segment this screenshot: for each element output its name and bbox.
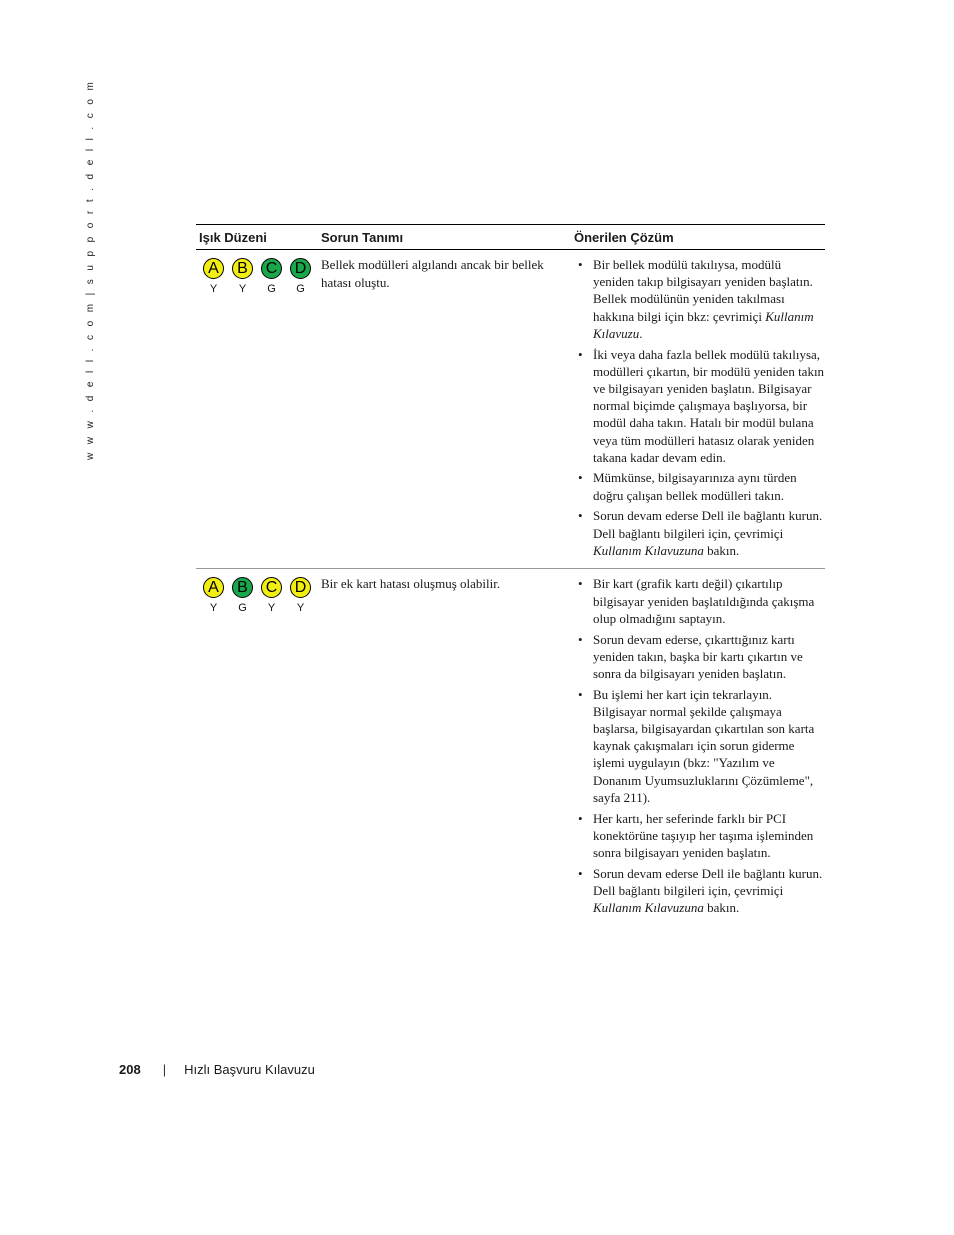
light-circle-icon: C	[261, 577, 282, 598]
light-color-code: Y	[238, 283, 247, 295]
solution-text-tail: .	[639, 325, 643, 341]
bullet-icon: •	[578, 631, 583, 647]
list-item	[574, 507, 825, 559]
light-color-code: Y	[267, 602, 276, 615]
diagnostic-light-c	[260, 577, 283, 614]
table-row	[196, 250, 825, 569]
bullet-icon: •	[578, 576, 583, 592]
light-color-code: Y	[209, 602, 218, 615]
table-row	[196, 569, 825, 925]
light-color-code: G	[267, 283, 276, 295]
light-circle-icon: C	[261, 258, 282, 279]
solution-text: Sorun devam ederse Dell ile bağlantı kurun. Dell bağlantı bilgileri için, çevrimiçi	[593, 865, 823, 898]
list-item	[574, 631, 825, 683]
solution-text: İki veya daha fazla bellek modülü takılıysa, modülleri çıkartın, bir modülü yeniden takın ve bilgisayarı yeniden başlatın. Bilgisayar normal biçimde çalışmaya başlıyorsa, bir modül daha takın. Hatalı bir modül bulana veya tüm modülleri hatasız olarak yeniden takana kadar devam edin.	[593, 346, 825, 465]
list-item	[574, 346, 825, 466]
bullet-icon: •	[578, 346, 583, 362]
header-light-pattern: Işık Düzeni	[199, 229, 267, 245]
problem-description: Bir ek kart hatası oluşmuş olabilir.	[321, 576, 501, 592]
solution-cell	[571, 575, 825, 925]
light-circle-icon: D	[290, 258, 311, 279]
diagnostic-light-c	[260, 258, 283, 295]
diagnostic-light-b	[231, 258, 254, 295]
solution-text-tail: bakın.	[703, 542, 740, 558]
diagnostic-light-d	[289, 258, 312, 295]
list-item	[574, 256, 825, 342]
light-circle-icon: B	[232, 258, 253, 279]
page-number: 208	[119, 1062, 141, 1077]
page-footer	[119, 1062, 315, 1077]
problem-description: Bellek modülleri algılandı ancak bir bellek hatası oluştu.	[321, 257, 544, 290]
list-item	[574, 865, 825, 917]
solution-text: Sorun devam ederse Dell ile bağlantı kurun. Dell bağlantı bilgileri için, çevrimiçi	[593, 508, 823, 541]
solution-text: Sorun devam ederse, çıkarttığınız kartı yeniden takın, başka bir kartı çıkartın ve sonra da bilgisayarı yeniden başlatın.	[593, 631, 803, 681]
light-pattern-cell	[196, 575, 318, 925]
manual-reference: Kullanım Kılavuzuna	[593, 900, 704, 916]
diagnostic-lights	[199, 577, 318, 614]
bullet-icon: •	[578, 865, 583, 881]
list-item	[574, 469, 825, 503]
bullet-icon: •	[578, 257, 583, 272]
light-circle-icon: B	[232, 577, 253, 598]
light-circle-icon: A	[203, 577, 224, 598]
light-circle-icon: A	[203, 258, 224, 279]
solution-text: Bu işlemi her kart için tekrarlayın. Bilgisayar normal şekilde çalışmaya başlarsa, bilgisayardan çıkartılan son karta kaynak çakışmaları için sorun giderme işlemi uygulayın (bkz: "Yazılım ve Donanım Uyumsuzluklarını Çözümleme", sayfa 211).	[593, 686, 815, 805]
solution-cell	[571, 256, 825, 568]
light-circle-icon: D	[290, 577, 311, 598]
diagnostic-light-a	[202, 577, 225, 614]
solution-text: Bir kart (grafik kartı değil) çıkartılıp bilgisayar yeniden başlatıldığında çakışma olup olmadığını saptayın.	[593, 576, 815, 626]
light-color-code: Y	[296, 602, 305, 615]
side-url: w w w . d e l l . c o m | s u p p o r t . d e l l . c o m	[85, 79, 96, 460]
bullet-icon: •	[578, 810, 583, 826]
header-solution: Önerilen Çözüm	[574, 229, 674, 245]
bullet-icon: •	[578, 470, 583, 486]
light-color-code: G	[296, 283, 305, 295]
diagnostic-lights-table	[196, 224, 825, 926]
light-color-code: Y	[209, 283, 218, 295]
list-item	[574, 575, 825, 627]
footer-separator: |	[162, 1062, 167, 1077]
solution-text: Bir bellek modülü takılıysa, modülü yeniden takıp bilgisayarı yeniden başlatın. Bellek modülünün yeniden takılması hakkına bilgi için bkz: çevrimiçi	[593, 257, 813, 324]
list-item	[574, 686, 825, 806]
solution-list	[574, 575, 825, 925]
solution-text: Mümkünse, bilgisayarınıza aynı türden doğru çalışan bellek modülleri takın.	[593, 470, 797, 503]
list-item	[574, 810, 825, 862]
solution-text: Her kartı, her seferinde farklı bir PCI konektörüne taşıyıp her taşıma işleminden sonra bilgisayarı yeniden başlatın.	[593, 810, 814, 860]
diagnostic-light-b	[231, 577, 254, 614]
table-header	[196, 225, 825, 250]
solution-text-tail: bakın.	[703, 900, 740, 916]
light-color-code: G	[238, 602, 247, 615]
diagnostic-light-a	[202, 258, 225, 295]
bullet-icon: •	[578, 686, 583, 702]
light-pattern-cell	[196, 256, 318, 568]
bullet-icon: •	[578, 508, 583, 524]
manual-reference: Kullanım Kılavuzuna	[593, 542, 704, 558]
manual-reference: Kullanım Kılavuzu	[593, 308, 814, 341]
footer-title: Hızlı Başvuru Kılavuzu	[184, 1062, 315, 1077]
diagnostic-lights	[199, 258, 318, 295]
diagnostic-light-d	[289, 577, 312, 614]
header-problem: Sorun Tanımı	[321, 229, 404, 245]
solution-list	[574, 256, 825, 568]
